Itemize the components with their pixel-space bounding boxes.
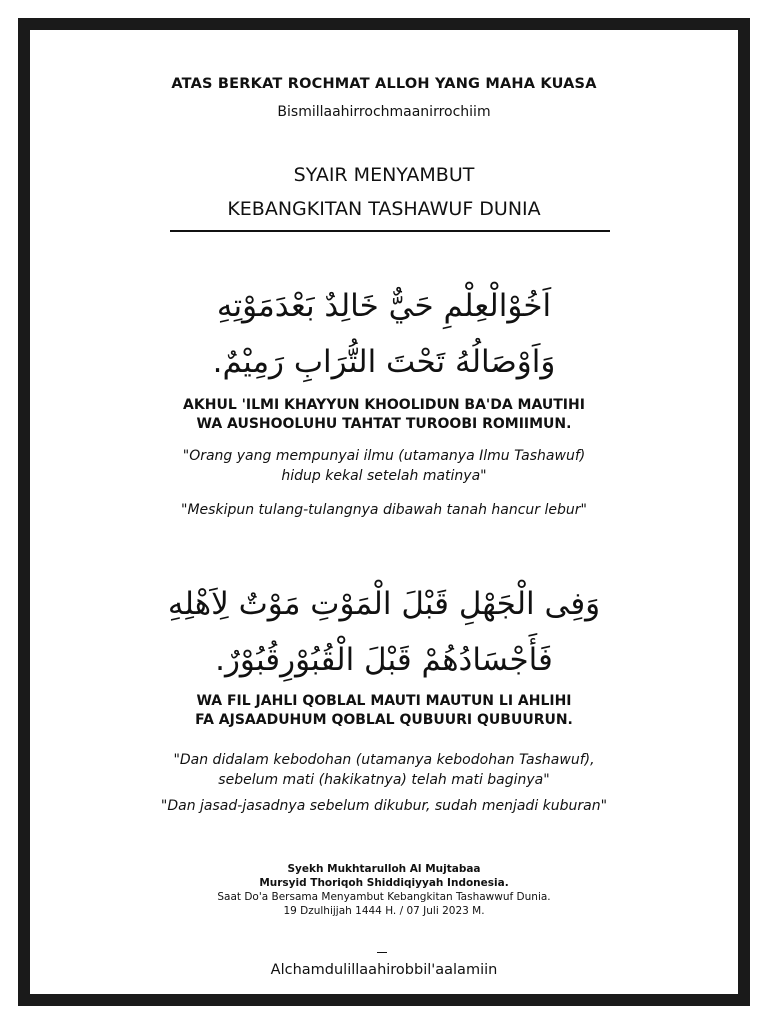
basmalah-text: Bismillaahirrochmaanirrochiim — [277, 104, 491, 120]
document-sheet — [30, 30, 738, 994]
page-border — [18, 18, 750, 1006]
signature-event: Saat Do'a Bersama Menyambut Kebangkitan Tashawwuf Dunia. — [217, 891, 551, 903]
signature-role: Mursyid Thoriqoh Shiddiqiyyah Indonesia. — [259, 877, 509, 889]
verse2-transliteration — [30, 692, 738, 730]
verse1-translation-2: "Meskipun tulang-tulangnya dibawah tanah hancur lebur" — [181, 502, 587, 518]
verse2-translit-line-1: WA FIL JAHLI QOBLAL MAUTI MAUTUN LI AHLIHI — [196, 693, 572, 709]
verse2-arabic-line-1: وَفِى الْجَهْلِ قَبْلَ الْمَوْتِ مَوْتٌ لِاَهْلِهِ — [167, 586, 601, 622]
title-line-1: SYAIR MENYAMBUT — [293, 164, 475, 186]
verse2-translation-2: "Dan jasad-jasadnya sebelum dikubur, sudah menjadi kuburan" — [160, 798, 608, 814]
verse1-arabic-line-1: اَخُوْالْعِلْمِ حَيٌّ خَالِدٌ بَعْدَمَوْتِهِ — [216, 288, 552, 324]
verse2-arabic — [30, 576, 738, 688]
signature-name: Syekh Mukhtarulloh Al Mujtabaa — [287, 863, 481, 875]
verse2-translit-line-2: FA AJSAADUHUM QOBLAL QUBUURI QUBUURUN. — [195, 712, 573, 728]
document-title — [30, 158, 738, 226]
verse2-translation-1-line-b: sebelum mati (hakikatnya) telah mati baginya" — [218, 772, 550, 788]
verse1-translit-line-1: AKHUL 'ILMI KHAYYUN KHOOLIDUN BA'DA MAUTIHI — [183, 397, 585, 413]
signature-block — [30, 862, 738, 918]
verse1-translation-1 — [30, 446, 738, 486]
closing-dash — [377, 952, 387, 953]
verse1-translit-line-2: WA AUSHOOLUHU TAHTAT TUROOBI ROMIIMUN. — [196, 416, 572, 432]
signature-date: 19 Dzulhijjah 1444 H. / 07 Juli 2023 M. — [283, 905, 485, 917]
title-underline — [170, 230, 610, 232]
verse1-translation-1-line-a: "Orang yang mempunyai ilmu (utamanya Ilmu Tashawuf) — [182, 448, 586, 464]
verse2-translation-1 — [30, 750, 738, 790]
header-blessing: ATAS BERKAT ROCHMAT ALLOH YANG MAHA KUASA — [171, 76, 597, 92]
verse1-arabic-line-2: وَاَوْصَالُهُ تَحْتَ التُّرَابِ رَمِيْمٌ. — [212, 344, 556, 380]
verse1-arabic — [30, 278, 738, 390]
verse1-transliteration — [30, 396, 738, 434]
closing-text: Alchamdulillaahirobbil'aalamiin — [270, 962, 498, 978]
verse2-arabic-line-2: فَأَجْسَادُهُمْ قَبْلَ الْقُبُوْرِقُبُوْرٌ. — [215, 642, 553, 678]
title-line-2: KEBANGKITAN TASHAWUF DUNIA — [227, 198, 541, 220]
verse1-translation-1-line-b: hidup kekal setelah matinya" — [281, 468, 487, 484]
verse2-translation-1-line-a: "Dan didalam kebodohan (utamanya kebodohan Tashawuf), — [173, 752, 595, 768]
